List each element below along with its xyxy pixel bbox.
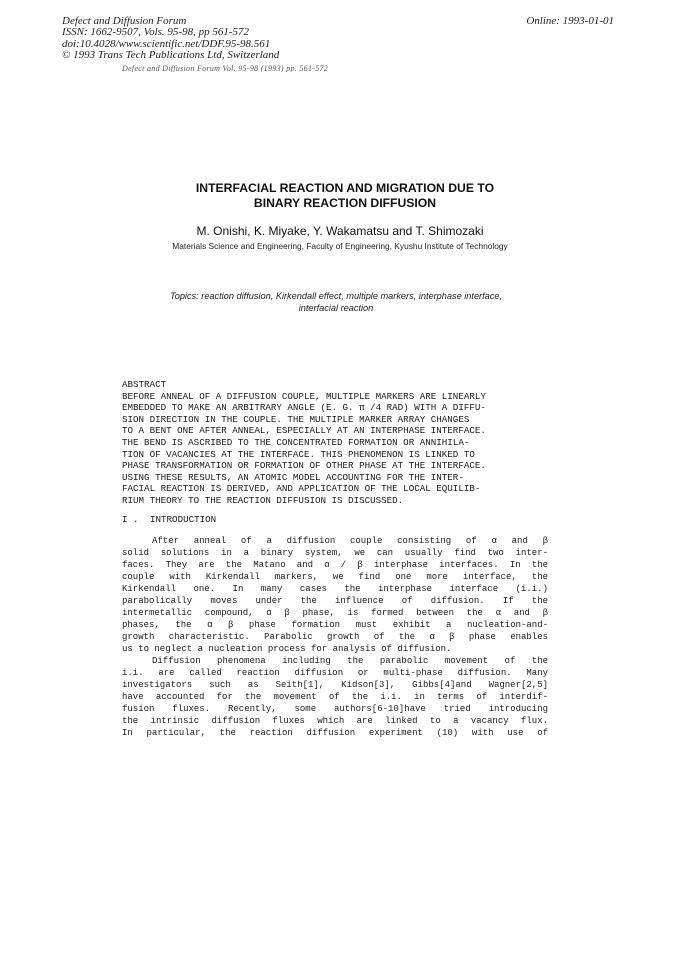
- abstract-line: SION DIRECTION IN THE COUPLE. THE MULTIPLE MARKER ARRAY CHANGES: [122, 413, 470, 425]
- body-line: phases, the α β phase formation must exhibit a nucleation-and-: [122, 620, 548, 630]
- abstract-line: THE BEND IS ASCRIBED TO THE CONCENTRATED FORMATION OR ANNIHILA-: [122, 436, 470, 448]
- abstract-line: FACIAL REACTION IS DERIVED, AND APPLICATION OF THE LOCAL EQUILIB-: [122, 483, 481, 495]
- body-line: couple with Kirkendall markers, we find one more interface, the: [122, 572, 548, 582]
- body-line: parabolically moves under the influence of diffusion. If the: [122, 596, 548, 606]
- body-line: faces. They are the Matano and α / β interphase interfaces. In the: [122, 560, 548, 570]
- body-line: In particular, the reaction diffusion experiment (10) with use of: [122, 728, 548, 738]
- body-line: have accounted for the movement of the i.i. in terms of interdif-: [122, 692, 548, 702]
- body-line: growth characteristic. Parabolic growth of the α β phase enables: [122, 632, 548, 642]
- body-line: us to neglect a nucleation process for analysis of diffusion.: [122, 644, 452, 654]
- body-line: solid solutions in a binary system, we can usually find two inter-: [122, 548, 548, 558]
- body-line: After anneal of a diffusion couple consisting of α and β: [152, 536, 548, 546]
- abstract: [122, 379, 552, 507]
- copyright-line: © 1993 Trans Tech Publications Ltd, Switzerland: [62, 49, 280, 62]
- scanned-running-header: Defect and Diffusion Forum Vol. 95-98 (1993) pp. 561-572: [122, 64, 329, 72]
- body-line: intermetallic compound, α β phase, is formed between the α and β: [122, 608, 548, 618]
- journal-name: Defect and Diffusion Forum: [62, 15, 187, 27]
- abstract-line: EMBEDDED TO MAKE AN ARBITRARY ANGLE (E. G. π /4 RAD) WITH A DIFFU-: [122, 402, 486, 414]
- section-number: I .: [122, 514, 139, 525]
- affiliation: Materials Science and Engineering, Faculty of Engineering, Kyushu Institute of Technology: [172, 241, 508, 251]
- topics-line: Topics: reaction diffusion, Kirkendall effect, multiple markers, interphase interface,: [169, 291, 503, 301]
- abstract-line: USING THESE RESULTS, AN ATOMIC MODEL ACCOUNTING FOR THE INTER-: [122, 471, 464, 483]
- online-date: Online: 1993-01-01: [526, 15, 614, 27]
- body-line: Kirkendall one. In many cases the interphase interface (i.i.): [122, 584, 548, 594]
- issn-line: ISSN: 1662-9507, Vols. 95-98, pp 561-572: [62, 26, 249, 39]
- body-line: the intrinsic diffusion fluxes which are linked to a vacancy flux.: [122, 716, 548, 726]
- body-line: investigators such as Seith[1], Kidson[3], Gibbs[4]and Wagner[2,5]: [122, 680, 548, 690]
- abstract-line: RIUM THEORY TO THE REACTION DIFFUSION IS DISCUSSED.: [122, 494, 404, 506]
- body-line: i.i. are called reaction diffusion or multi-phase diffusion. Many: [122, 668, 548, 678]
- topics-line: interfacial reaction: [298, 302, 374, 313]
- abstract-line: TION OF VACANCIES AT THE INTERFACE. THIS PHENOMENON IS LINKED TO: [122, 448, 475, 460]
- abstract-line: PHASE TRANSFORMATION OR FORMATION OF OTHER PHASE AT THE INTERFACE.: [122, 460, 486, 472]
- section-title: INTRODUCTION: [150, 514, 217, 525]
- body-line: Diffusion phenomena including the parabolic movement of the: [152, 656, 548, 666]
- abstract-line: TO A BENT ONE AFTER ANNEAL, ESPECIALLY AT AN INTERPHASE INTERFACE.: [122, 425, 486, 437]
- introduction-body: [122, 535, 548, 739]
- topics: [120, 291, 552, 314]
- abstract-heading: ABSTRACT: [122, 379, 167, 390]
- title-line: INTERFACIAL REACTION AND MIGRATION DUE TO: [195, 181, 495, 195]
- doi-line: doi:10.4028/www.scientific.net/DDF.95-98.561: [62, 37, 271, 50]
- body-line: fusion fluxes. Recently, some authors[6-10]have tried introducing: [122, 704, 548, 714]
- paper-title: [100, 181, 590, 211]
- journal-citation: [62, 16, 442, 62]
- abstract-line: BEFORE ANNEAL OF A DIFFUSION COUPLE, MULTIPLE MARKERS ARE LINEARLY: [122, 390, 486, 402]
- title-line: BINARY REACTION DIFFUSION: [253, 196, 437, 210]
- section-heading: [122, 514, 216, 525]
- authors: M. Onishi, K. Miyake, Y. Wakamatsu and T. Shimozaki: [196, 224, 484, 238]
